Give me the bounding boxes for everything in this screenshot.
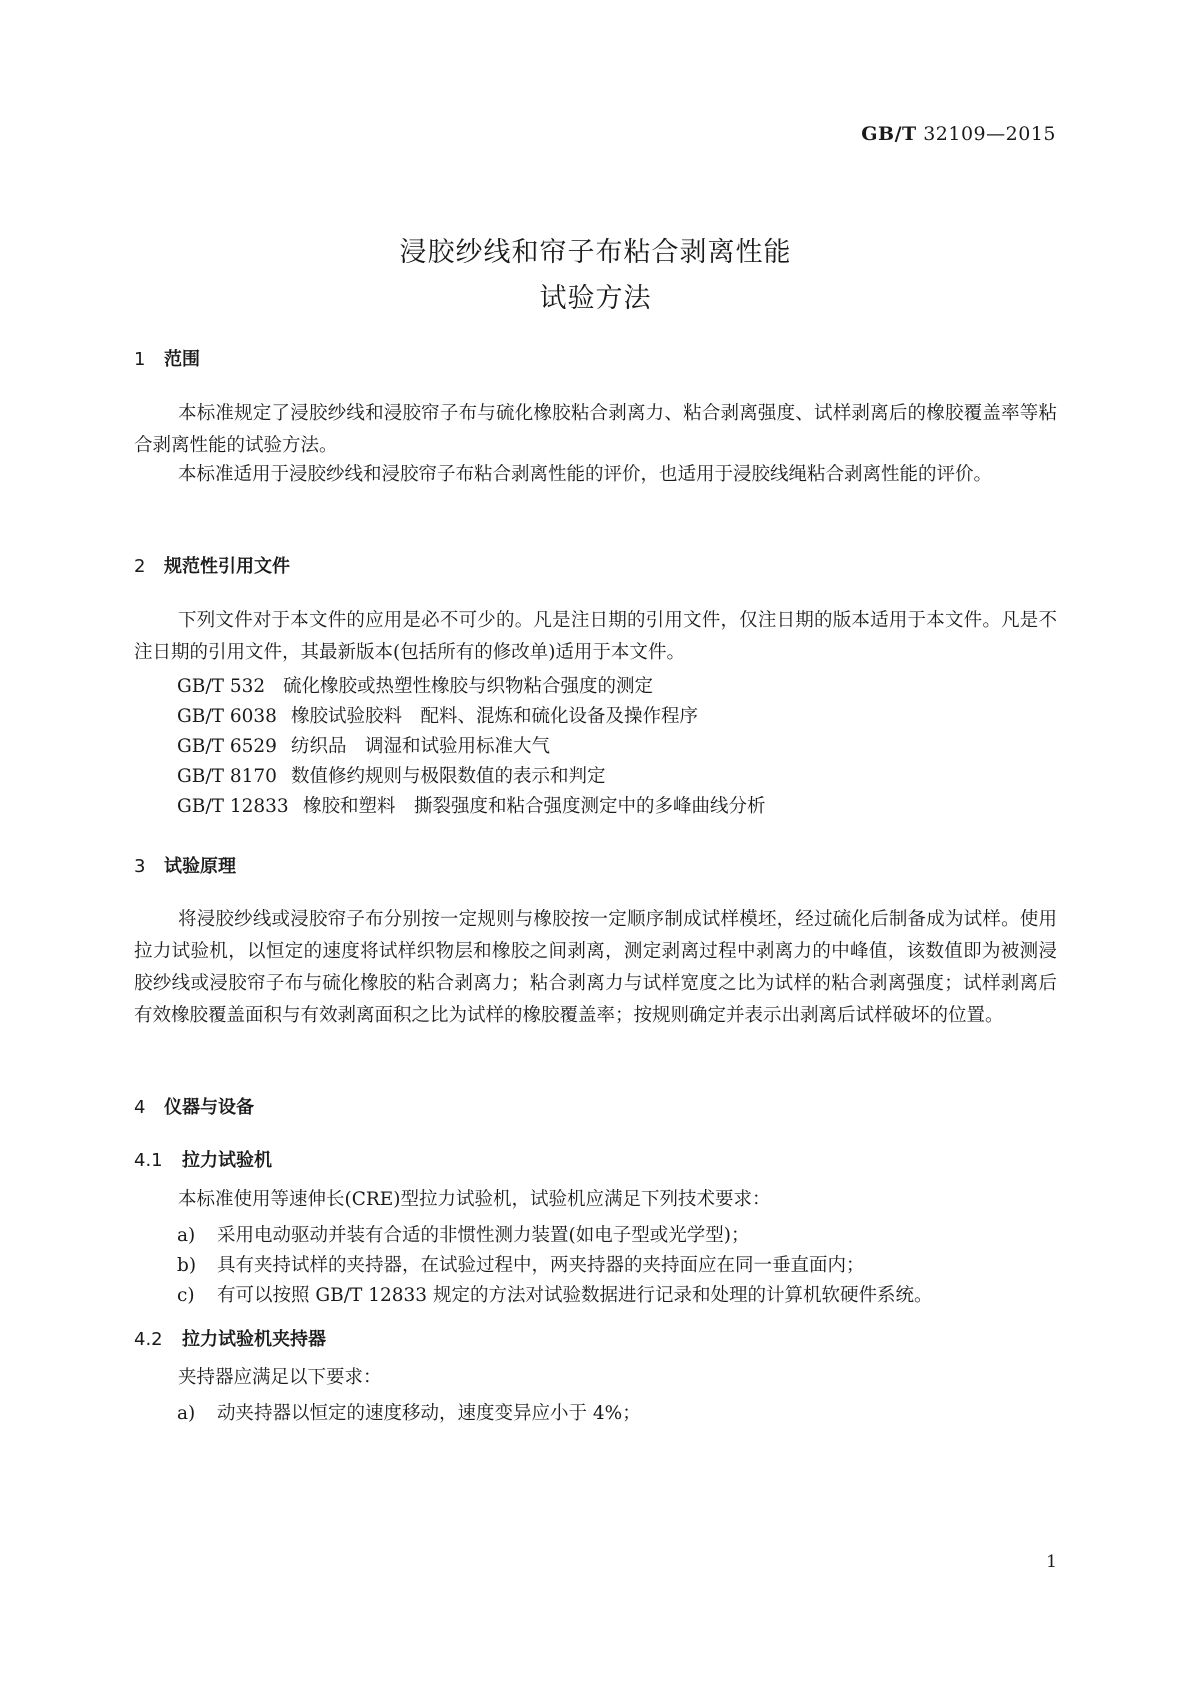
reference-title: 橡胶和塑料 撕裂强度和粘合强度测定中的多峰曲线分析 bbox=[303, 796, 766, 817]
section-title: 试验原理 bbox=[164, 856, 236, 877]
section-title: 规范性引用文件 bbox=[164, 556, 290, 577]
section-3-paragraph-1: 将浸胶纱线或浸胶帘子布分别按一定规则与橡胶按一定顺序制成试样模坯，经过硫化后制备成为试样。使用拉力试验机，以恒定的速度将试样织物层和橡胶之间剥离，测定剥离过程中剥离力的中峰值，该数值即为被测浸胶纱线或浸胶帘子布与硫化橡胶的粘合剥离力；粘合剥离力与试样宽度之比为试样的粘合剥离强度；试样剥离后有效橡胶覆盖面积与有效剥离面积之比为试样的橡胶覆盖率；按规则确定并表示出剥离后试样破坏的位置。 bbox=[134, 909, 1057, 1026]
list-item bbox=[177, 1221, 749, 1247]
section-number: 1 bbox=[134, 349, 146, 370]
section-4-2-intro: 夹持器应满足以下要求： bbox=[178, 1367, 382, 1388]
reference-code: GB/T 532 bbox=[177, 676, 266, 697]
page-number: 1 bbox=[1046, 1552, 1057, 1572]
section-4-1-heading bbox=[134, 1146, 272, 1172]
standard-code bbox=[861, 123, 1056, 145]
section-3-heading bbox=[134, 852, 236, 878]
list-text: 动夹持器以恒定的速度移动，速度变异应小于 4%； bbox=[217, 1403, 641, 1424]
section-2-heading bbox=[134, 552, 290, 578]
standard-number: 32109—2015 bbox=[923, 123, 1056, 145]
list-marker: c) bbox=[177, 1285, 195, 1306]
section-number: 2 bbox=[134, 556, 146, 577]
reference-code: GB/T 6038 bbox=[177, 706, 277, 727]
section-4-heading bbox=[134, 1093, 254, 1119]
normative-reference-item bbox=[177, 762, 606, 788]
section-title: 仪器与设备 bbox=[164, 1097, 254, 1118]
list-text: 采用电动驱动并装有合适的非惯性测力装置(如电子型或光学型)； bbox=[217, 1225, 750, 1246]
reference-title: 纺织品 调湿和试验用标准大气 bbox=[291, 736, 551, 757]
list-text: 具有夹持试样的夹持器，在试验过程中，两夹持器的夹持面应在同一垂直面内； bbox=[217, 1255, 865, 1276]
section-1-paragraph-2: 本标准适用于浸胶纱线和浸胶帘子布粘合剥离性能的评价，也适用于浸胶线绳粘合剥离性能的评价。 bbox=[178, 464, 993, 485]
subsection-number: 4.2 bbox=[134, 1329, 163, 1350]
normative-reference-item bbox=[177, 672, 653, 698]
normative-reference-item bbox=[177, 732, 550, 758]
list-item bbox=[177, 1251, 865, 1277]
list-item bbox=[177, 1399, 641, 1425]
section-1-heading bbox=[134, 345, 200, 371]
reference-code: GB/T 12833 bbox=[177, 796, 289, 817]
subsection-number: 4.1 bbox=[134, 1150, 163, 1171]
section-number: 3 bbox=[134, 856, 146, 877]
section-2-paragraph-1: 下列文件对于本文件的应用是必不可少的。凡是注日期的引用文件，仅注日期的版本适用于本文件。凡是不注日期的引用文件，其最新版本(包括所有的修改单)适用于本文件。 bbox=[134, 610, 1057, 663]
reference-code: GB/T 6529 bbox=[177, 736, 277, 757]
reference-title: 硫化橡胶或热塑性橡胶与织物粘合强度的测定 bbox=[283, 676, 654, 697]
section-1-paragraph-1: 本标准规定了浸胶纱线和浸胶帘子布与硫化橡胶粘合剥离力、粘合剥离强度、试样剥离后的橡胶覆盖率等粘合剥离性能的试验方法。 bbox=[134, 403, 1057, 456]
reference-title: 橡胶试验胶料 配料、混炼和硫化设备及操作程序 bbox=[291, 706, 699, 727]
normative-reference-item bbox=[177, 702, 698, 728]
section-number: 4 bbox=[134, 1097, 146, 1118]
document-title-line2: 试验方法 bbox=[539, 283, 652, 314]
normative-reference-item bbox=[177, 792, 766, 818]
list-marker: b) bbox=[177, 1255, 197, 1276]
standard-prefix: GB/T bbox=[861, 123, 917, 145]
section-title: 范围 bbox=[164, 349, 200, 370]
subsection-title: 拉力试验机夹持器 bbox=[182, 1329, 326, 1350]
section-4-2-heading bbox=[134, 1325, 326, 1351]
reference-code: GB/T 8170 bbox=[177, 766, 277, 787]
document-title-line1: 浸胶纱线和帘子布粘合剥离性能 bbox=[399, 237, 792, 268]
list-marker: a) bbox=[177, 1403, 196, 1424]
list-item bbox=[177, 1281, 932, 1307]
subsection-title: 拉力试验机 bbox=[182, 1150, 272, 1171]
section-4-1-intro: 本标准使用等速伸长(CRE)型拉力试验机，试验机应满足下列技术要求： bbox=[178, 1189, 771, 1210]
list-marker: a) bbox=[177, 1225, 196, 1246]
list-text: 有可以按照 GB/T 12833 规定的方法对试验数据进行记录和处理的计算机软硬件系统。 bbox=[217, 1285, 933, 1306]
reference-title: 数值修约规则与极限数值的表示和判定 bbox=[291, 766, 606, 787]
